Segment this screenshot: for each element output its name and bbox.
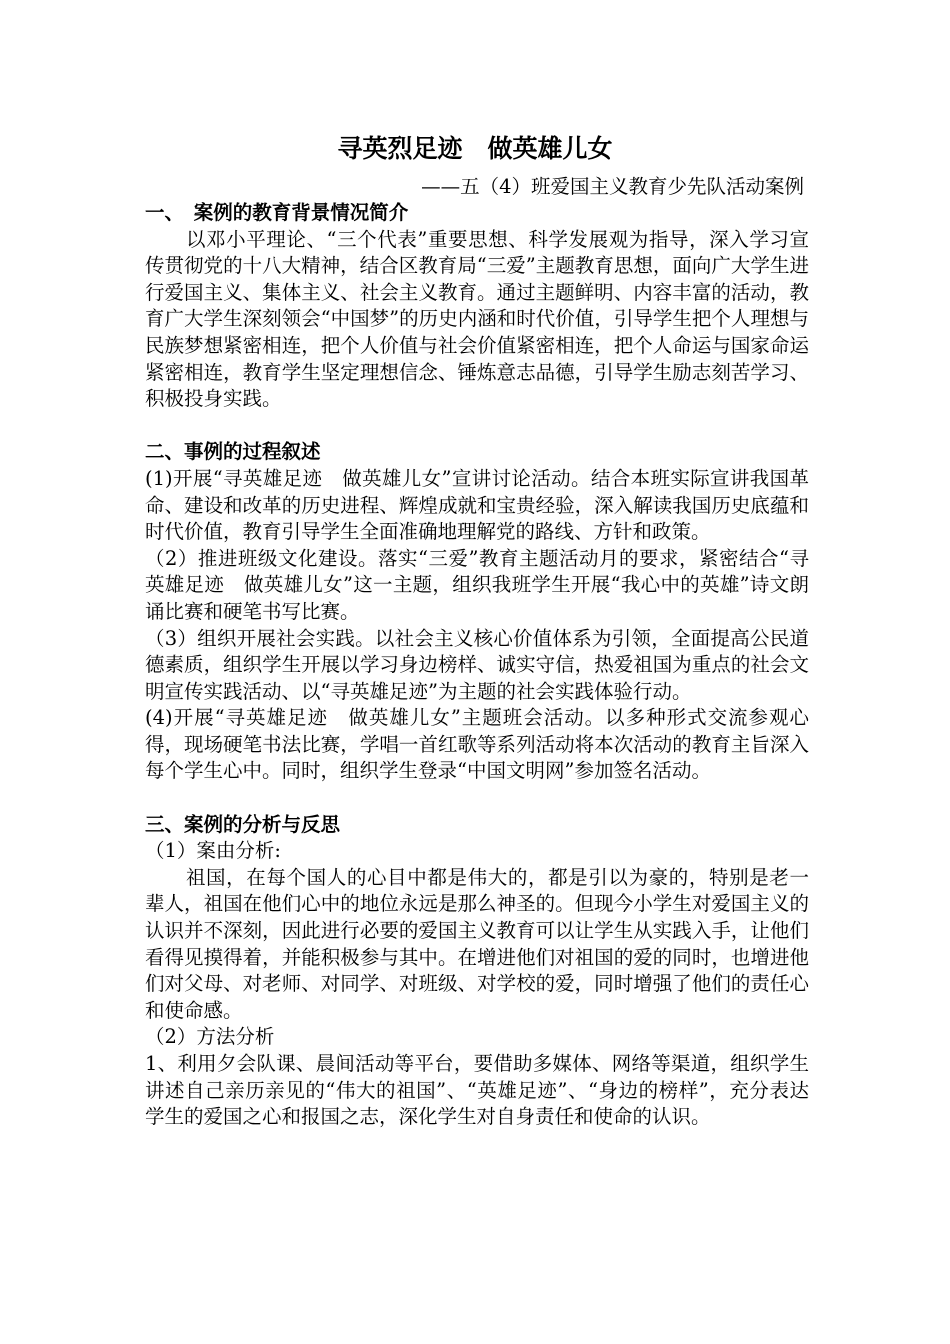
section-2-item-4: (4)开展“寻英雄足迹 做英雄儿女”主题班会活动。以多种形式交流参观心得，现场硬笔书法比赛，学唱一首红歌等系列活动将本次活动的教育主旨深入每个学生心中。同时，组织学生登录“中国文明网”参加签名活动。: [145, 706, 809, 783]
section-1-paragraph: 以邓小平理论、“三个代表”重要思想、科学发展观为指导，深入学习宣传贯彻党的十八大精神，结合区教育局“三爱”主题教育思想，面向广大学生进行爱国主义、集体主义、社会主义教育。通过主题鲜明、内容丰富的活动，教育广大学生深刻领会“中国梦”的历史内涵和时代价值，引导学生把个人理想与民族梦想紧密相连，把个人价值与社会价值紧密相连，把个人命运与国家命运紧密相连，教育学生坚定理想信念、锤炼意志品德，引导学生励志刻苦学习、积极投身实践。: [145, 227, 809, 411]
section-1-heading: 一、 案例的教育背景情况简介: [145, 201, 409, 224]
section-3-paragraph-2: 1、利用夕会队课、晨间活动等平台，要借助多媒体、网络等渠道，组织学生讲述自己亲历亲见的“伟大的祖国”、“英雄足迹”、“身边的榜样”，充分表达学生的爱国之心和报国之志，深化学生对自身责任和使命的认识。: [145, 1052, 809, 1129]
section-2-item-1: (1)开展“寻英雄足迹 做英雄儿女”宣讲讨论活动。结合本班实际宣讲我国革命、建设和改革的历史进程、辉煌成就和宝贵经验，深入解读我国历史底蕴和时代价值，教育引导学生全面准确地理解党的路线、方针和政策。: [145, 466, 809, 544]
section-3-paragraph-1: 祖国，在每个国人的心目中都是伟大的，都是引以为豪的，特别是老一辈人，祖国在他们心中的地位永远是那么神圣的。但现今小学生对爱国主义的认识并不深刻，因此进行必要的爱国主义教育可以让学生从实践入手，让他们看得见摸得着，并能积极参与其中。在增进他们对祖国的爱的同时，也增进他们对父母、对老师、对同学、对班级、对学校的爱，同时增强了他们的责任心和使命感。: [145, 865, 809, 1022]
spacer: [145, 785, 809, 812]
spacer: [145, 413, 809, 440]
section-3-heading: 三、案例的分析与反思: [145, 812, 341, 836]
section-3-sub-2: （2）方法分析: [145, 1025, 275, 1049]
section-2-item-3: （3）组织开展社会实践。以社会主义核心价值体系为引领，全面提高公民道德素质，组织学生开展以学习身边榜样、诚实守信，热爱祖国为重点的社会文明宣传实践活动、以“寻英雄足迹”为主题的社会实践体验行动。: [145, 626, 809, 703]
document-subtitle: ——五（4）班爱国主义教育少先队活动案例: [421, 175, 804, 198]
section-3-sub-1: （1）案由分析:: [145, 839, 281, 863]
document-title: 寻英烈足迹 做英雄儿女: [337, 134, 613, 163]
section-2-item-2: （2）推进班级文化建设。落实“三爱”教育主题活动月的要求，紧密结合“寻英雄足迹 做英雄儿女”这一主题，组织我班学生开展“我心中的英雄”诗文朗诵比赛和硬笔书写比赛。: [145, 546, 809, 623]
section-2-heading: 二、事例的过程叙述: [145, 440, 321, 464]
document-body: [145, 200, 809, 1131]
